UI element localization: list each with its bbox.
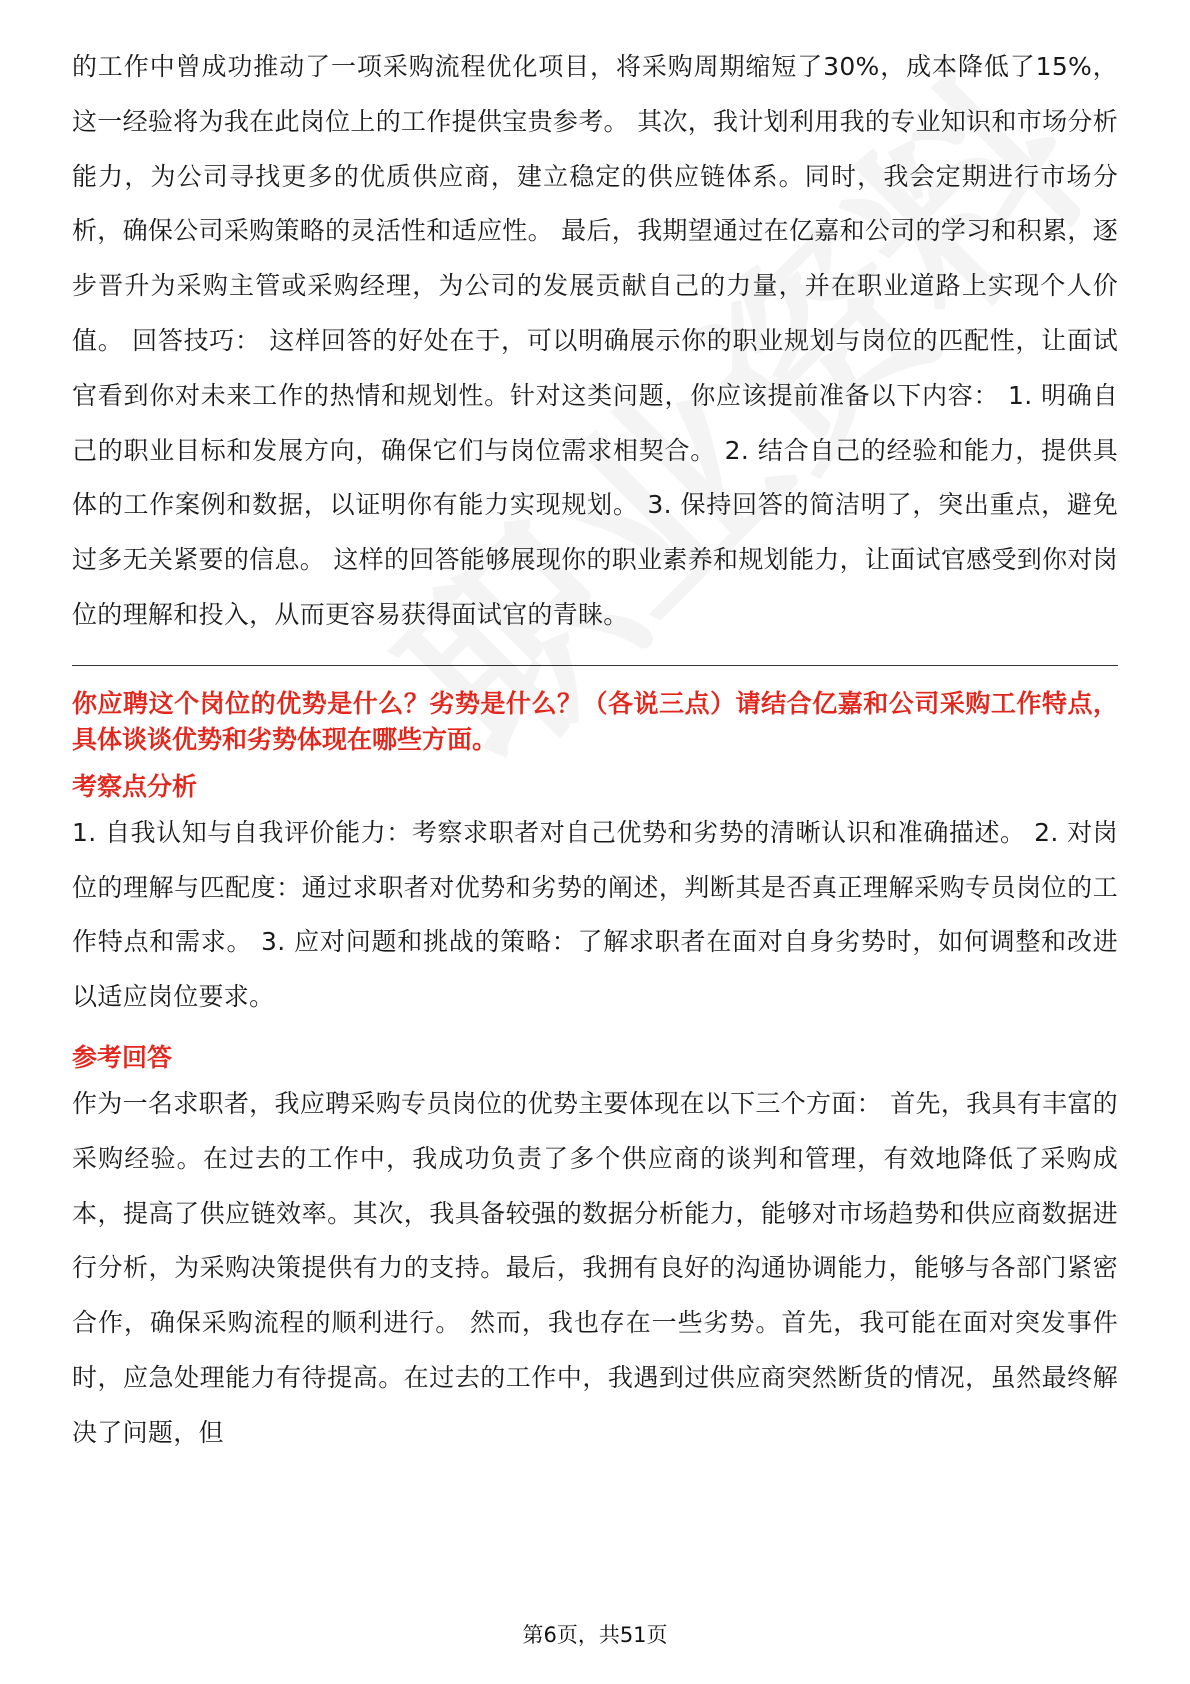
- analysis-heading: 考察点分析: [72, 771, 198, 801]
- analysis-paragraph: 1. 自我认知与自我评价能力：考察求职者对自己优势和劣势的清晰认识和准确描述。 2. 对岗位的理解与匹配度：通过求职者对优势和劣势的阐述，判断其是否真正理解采购专员岗位的工作特点和需求。 3. 应对问题和挑战的策略：了解求职者在面对自身劣势时，如何调整和改进以适应岗位要求。: [72, 817, 1118, 1012]
- answer-paragraph: 作为一名求职者，我应聘采购专员岗位的优势主要体现在以下三个方面： 首先，我具有丰富的采购经验。在过去的工作中，我成功负责了多个供应商的谈判和管理，有效地降低了采购成本，提高了供应链效率。其次，我具备较强的数据分析能力，能够对市场趋势和供应商数据进行分析，为采购决策提供有力的支持。最后，我拥有良好的沟通协调能力，能够与各部门紧密合作，确保采购流程的顺利进行。 然而，我也存在一些劣势。首先，我可能在面对突发事件时，应急处理能力有待提高。在过去的工作中，我遇到过供应商突然断货的情况，虽然最终解决了问题，但: [72, 1088, 1118, 1447]
- intro-paragraph: 的工作中曾成功推动了一项采购流程优化项目，将采购周期缩短了30%，成本降低了15%，这一经验将为我在此岗位上的工作提供宝贵参考。 其次，我计划利用我的专业知识和市场分析能力，为公司寻找更多的优质供应商，建立稳定的供应链体系。同时，我会定期进行市场分析，确保公司采购策略的灵活性和适应性。 最后，我期望通过在亿嘉和公司的学习和积累，逐步晋升为采购主管或采购经理，为公司的发展贡献自己的力量，并在职业道路上实现个人价值。 回答技巧： 这样回答的好处在于，可以明确展示你的职业规划与岗位的匹配性，让面试官看到你对未来工作的热情和规划性。针对这类问题，你应该提前准备以下内容： 1. 明确自己的职业目标和发展方向，确保它们与岗位需求相契合。 2. 结合自己的经验和能力，提供具体的工作案例和数据，以证明你有能力实现规划。 3. 保持回答的简洁明了，突出重点，避免过多无关紧要的信息。 这样的回答能够展现你的职业素养和规划能力，让面试官感受到你对岗位的理解和投入，从而更容易获得面试官的青睐。: [72, 52, 1118, 629]
- page-number-footer: 第6页，共51页: [522, 1623, 668, 1647]
- section-divider: [72, 665, 1118, 666]
- document-body: [72, 40, 1118, 1461]
- answer-heading: 参考回答: [72, 1042, 173, 1072]
- question-heading: 你应聘这个岗位的优势是什么？劣势是什么？（各说三点）请结合亿嘉和公司采购工作特点，具体谈谈优势和劣势体现在哪些方面。: [72, 688, 1118, 754]
